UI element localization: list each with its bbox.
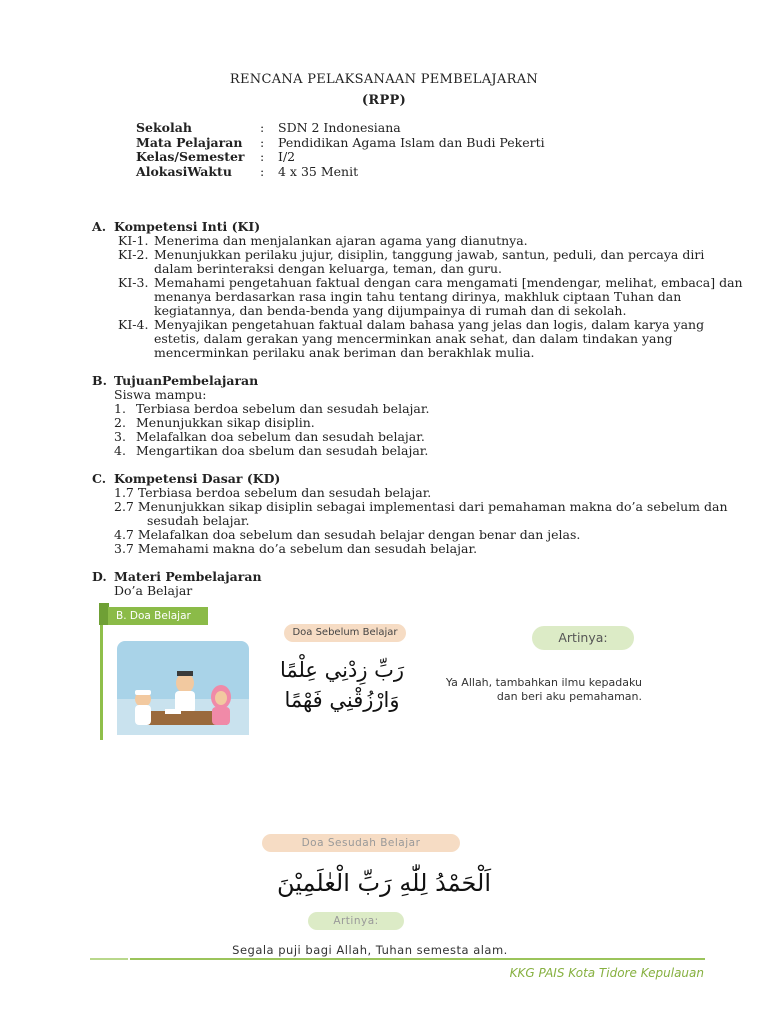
section-letter: C.	[92, 471, 107, 486]
info-key: Sekolah	[136, 120, 192, 135]
list-text: Melafalkan doa sebelum dan sesudah belajar.	[136, 429, 425, 444]
list-text: Menunjukkan sikap disiplin.	[136, 415, 315, 430]
meaning-line: dan beri aku pemahaman.	[496, 690, 642, 703]
list-text: Mengartikan doa sbelum dan sesudah belajar.	[136, 443, 429, 458]
kd-line: 1.7 Terbiasa berdoa sebelum dan sesudah belajar.	[114, 485, 432, 500]
list-item	[114, 416, 429, 430]
ki-item	[118, 318, 743, 360]
section-title: Kompetensi Inti (KI)	[114, 219, 261, 234]
list-number: 1.	[114, 401, 126, 416]
section-heading	[92, 570, 262, 584]
boy-cap	[135, 690, 151, 695]
footer-line	[130, 958, 705, 960]
ki-line: dalam berinteraksi dengan keluarga, teman, dan guru.	[154, 261, 502, 276]
ki-item	[118, 234, 743, 248]
section-heading	[92, 374, 429, 388]
info-value: SDN 2 Indonesiana	[278, 120, 401, 135]
ki-line: Memahami pengetahuan faktual dengan cara mengamati [mendengar, melihat, embaca] dan	[154, 275, 743, 290]
section-tujuan	[92, 374, 429, 458]
info-value: I/2	[278, 149, 296, 164]
ki-line: Menerima dan menjalankan ajaran agama yang dianutnya.	[154, 233, 528, 248]
info-key: Kelas/Semester	[136, 149, 245, 164]
ki-list	[92, 234, 743, 360]
identity-table	[136, 121, 545, 179]
info-row-subject	[136, 136, 545, 151]
doa-before-meaning	[412, 676, 642, 704]
info-colon: :	[260, 163, 265, 179]
ki-code: KI-1.	[118, 233, 149, 248]
doa-after-label: Doa Sesudah Belajar	[262, 834, 460, 852]
meaning-line: Ya Allah, tambahkan ilmu kepadaku	[445, 676, 642, 689]
section-title: Materi Pembelajaran	[114, 569, 262, 584]
doa-before-label: Doa Sebelum Belajar	[284, 624, 406, 642]
section-title: TujuanPembelajaran	[114, 373, 259, 388]
kd-line: sesudah belajar.	[147, 513, 250, 528]
info-key: Mata Pelajaran	[136, 134, 243, 150]
info-colon: :	[260, 149, 265, 164]
ki-line: Menunjukkan perilaku jujur, disiplin, tanggung jawab, santun, peduli, dan percaya diri	[154, 247, 705, 262]
girl-face	[215, 691, 227, 705]
list-number: 2.	[114, 415, 126, 430]
info-row-class	[136, 150, 545, 165]
document-title: RENCANA PELAKSANAAN PEMBELAJARAN	[229, 72, 539, 87]
ki-code: KI-3.	[118, 275, 149, 290]
info-colon: :	[260, 120, 265, 135]
boy-body	[135, 705, 151, 725]
arabic-line: رَبِّ زِدْنِي عِلْمًا	[279, 658, 405, 682]
ki-code: KI-4.	[118, 317, 149, 332]
info-row-school	[136, 121, 545, 136]
footer-line-accent	[90, 958, 128, 960]
info-row-time	[136, 165, 545, 180]
section-kompetensi-dasar	[92, 472, 728, 556]
ki-code: KI-2.	[118, 247, 149, 262]
kd-line: 3.7 Memahami makna do’a sebelum dan sesudah belajar.	[114, 541, 478, 556]
section-intro: Siswa mampu:	[114, 387, 207, 402]
info-colon: :	[260, 134, 265, 150]
ki-line: menanya berdasarkan rasa ingin tahu tentang dirinya, makhluk ciptaan Tuhan dan	[154, 289, 682, 304]
section-subtitle: Do’a Belajar	[114, 583, 193, 598]
list-text: Terbiasa berdoa sebelum dan sesudah belajar.	[136, 401, 430, 416]
section-letter: A.	[92, 219, 107, 234]
doa-after-meaning: Segala puji bagi Allah, Tuhan semesta alam.	[232, 943, 508, 957]
section-heading	[92, 472, 728, 486]
after-meaning-label: Artinya:	[308, 912, 404, 930]
info-value: 4 x 35 Menit	[278, 163, 359, 179]
objective-list	[92, 402, 429, 458]
ki-item	[118, 248, 743, 276]
section-letter: B.	[92, 373, 107, 388]
kd-list	[92, 486, 728, 556]
students-praying-illustration	[117, 641, 249, 735]
ki-line: estetis, dalam gerakan yang mencerminkan anak sehat, dan dalam tindakan yang	[154, 331, 673, 346]
section-heading	[92, 220, 743, 234]
document-subtitle: (RPP)	[361, 93, 407, 108]
list-number: 3.	[114, 429, 126, 444]
girl-body	[212, 707, 230, 725]
list-item	[114, 430, 429, 444]
doa-after-arabic: اَلْحَمْدُ لِلّٰهِ رَبِّ الْعٰلَمِيْنَ	[276, 869, 492, 897]
book	[165, 709, 181, 714]
section-letter: D.	[92, 569, 107, 584]
ki-line: kegiatannya, dan benda-benda yang dijumpainya di rumah dan di sekolah.	[154, 303, 627, 318]
list-number: 4.	[114, 443, 126, 458]
arabic-line: وَارْزُقْنِي فَهْمًا	[284, 688, 400, 712]
figure-section-label: B. Doa Belajar	[108, 607, 208, 625]
teacher-cap	[177, 671, 193, 676]
ki-line: Menyajikan pengetahuan faktual dalam bahasa yang jelas dan logis, dalam karya yang	[154, 317, 705, 332]
info-key: AlokasiWaktu	[136, 163, 232, 179]
section-materi	[92, 570, 262, 598]
meaning-label: Artinya:	[532, 626, 634, 650]
kd-line: 4.7 Melafalkan doa sebelum dan sesudah belajar dengan benar dan jelas.	[114, 527, 581, 542]
section-title: Kompetensi Dasar (KD)	[114, 471, 281, 486]
info-value: Pendidikan Agama Islam dan Budi Pekerti	[278, 134, 545, 150]
list-item	[114, 402, 429, 416]
kd-line: 2.7 Menunjukkan sikap disiplin sebagai implementasi dari pemahaman makna do’a sebelum dan	[114, 499, 728, 514]
doa-before-arabic	[262, 655, 422, 715]
footer-text: KKG PAIS Kota Tidore Kepulauan	[509, 966, 704, 980]
ki-line: mencerminkan perilaku anak beriman dan berakhlak mulia.	[154, 345, 535, 360]
section-kompetensi-inti	[92, 220, 743, 360]
list-item	[114, 444, 429, 458]
ki-item	[118, 276, 743, 318]
